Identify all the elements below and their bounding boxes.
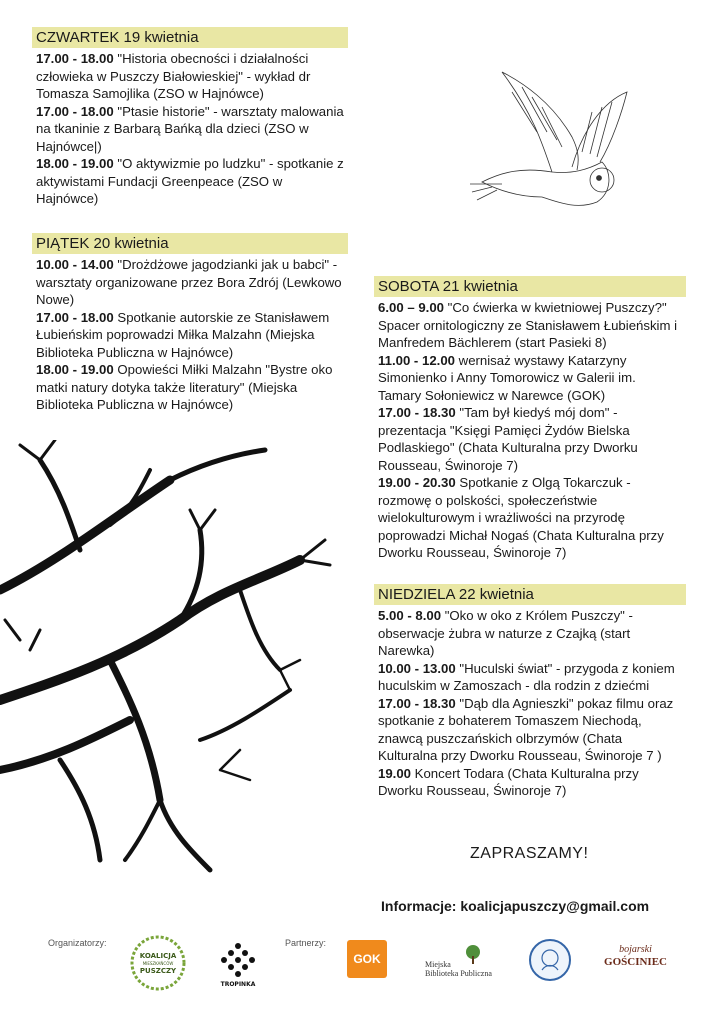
event-item [378,299,682,352]
event-description: wernisaż wystawy Katarzyny Simonienko i Anny Tomorowicz w Galerii im. Tamary Sołoniewicz w Narewce (GOK) [378,352,636,403]
event-item [378,607,682,660]
invitation-heading: ZAPRASZAMY! [470,845,589,862]
event-description: "Huculski świat" - przygoda z koniem huculskim w Zamoszach - dla rodzin z dziećmi [378,660,675,693]
day-friday [32,233,348,414]
round-badge-logo [528,938,572,982]
owl-illustration [462,52,632,222]
day-header: SOBOTA 21 kwietnia [374,276,686,297]
event-description: "O aktywizmie po ludzku" - spotkanie z aktywistami Fundacji Greenpeace (ZSO w Hajnówce) [36,156,344,206]
event-description: "Dąb dla Agnieszki" pokaz filmu oraz spotkanie z bohaterem Tomaszem Niechodą, znawcą puszczańskich olbrzymów (Chata Kulturalna przy Dworku Rousseau, Świnoroje 7 ) [378,695,674,763]
day-header: CZWARTEK 19 kwietnia [32,27,348,48]
event-item [378,695,682,765]
tropinka-logo [215,940,261,992]
event-time: 17.00 - 18.30 [378,405,456,420]
koalicja-line3: PUSZCZY [139,967,177,975]
event-description: "Ptasie historie" - warsztaty malowania na tkaninie z Barbarą Bańką dla dzieci (ZSO w Hajnówce|) [36,103,344,154]
day-header: PIĄTEK 20 kwietnia [32,233,348,254]
contact-email[interactable]: koalicjapuszczy@gmail.com [460,898,650,914]
mbp-logo [425,944,505,984]
event-time: 17.00 - 18.00 [36,103,114,119]
event-item [378,474,682,562]
gok-text: GOK [353,952,381,966]
event-item [36,256,344,309]
tree-branch-illustration [0,440,340,890]
mbp-line1: Miejska [425,960,451,969]
organizers-label: Organizatorzy: [48,938,107,948]
koalicja-line1: KOALICJA [139,952,177,960]
event-item [36,155,344,208]
event-description: "Co ćwierka w kwietniowej Puszczy?" Spacer ornitologiczny ze Stanisławem Łubieńskim i Manfredem Bächlerem (start Pasieki 8) [378,300,678,350]
event-item [378,404,682,474]
day-saturday [374,276,686,562]
event-description: "Oko w oko z Królem Puszczy" - obserwacje żubra w naturze z Czajką (start Narewka) [378,608,633,658]
event-item [378,660,682,695]
event-description: Spotkanie z Olgą Tokarczuk - rozmowę o polskości, społeczeństwie wielokulturowym i wrażliwości na przyrodę poprowadzi Michał Nogaś (Chata Kulturalna przy Dworku Rousseau, Świnoroje 7) [378,475,664,560]
event-description: "Drożdżowe jagodzianki jak u babci" - warsztaty organizowane przez Bora Zdrój (Lewkowo Nowe) [36,257,342,307]
koalicja-logo [130,935,186,991]
event-time: 11.00 - 12.00 [378,352,455,368]
event-description: Spotkanie autorskie ze Stanisławem Łubieńskim poprowadzi Miłka Malzahn (Miejska Biblioteka Publiczna w Hajnówce) [36,309,330,360]
event-time: 17.00 - 18.00 [36,51,114,66]
event-time: 6.00 – 9.00 [378,300,444,315]
event-time: 17.00 - 18.00 [36,309,114,325]
mbp-line2: Biblioteka Publiczna [425,969,492,978]
event-description: "Historia obecności i działalności człowieka w Puszczy Białowieskiej" - wykład dr Tomasza Samojlika (ZSO w Hajnówce) [36,51,311,101]
event-time: 17.00 - 18.30 [378,695,456,711]
event-item [36,361,344,414]
event-description: Opowieści Miłki Malzahn "Bystre oko matki natury dotyka także literatury" (Miejska Biblioteka Publiczna w Hajnówce) [36,362,333,412]
event-description: Koncert Todara (Chata Kulturalna przy Dworku Rousseau, Świnoroje 7) [378,765,639,798]
bojarski-line1: bojarski [619,944,652,955]
event-item [378,352,682,405]
event-time: 10.00 - 13.00 [378,660,456,676]
contact-label: Informacje: [381,898,457,914]
day-sunday [374,584,686,800]
contact-info [381,898,649,914]
event-description: "Tam był kiedyś mój dom" - prezentacja "Księgi Pamięci Żydów Bielska Podlaskiego" (Chata Kulturalna przy Dworku Rousseau, Świnoroje 7) [378,405,638,473]
event-time: 18.00 - 19.00 [36,156,114,171]
event-time: 19.00 [378,765,412,781]
day-header: NIEDZIELA 22 kwietnia [374,584,686,605]
event-time: 19.00 - 20.30 [378,475,456,490]
event-item [36,103,344,156]
koalicja-line2: MIESZKAŃCÓW [142,961,174,966]
event-time: 10.00 - 14.00 [36,257,114,272]
day-thursday [32,27,348,208]
event-item [378,765,682,800]
gok-logo [347,940,387,978]
event-time: 18.00 - 19.00 [36,362,114,377]
event-time: 5.00 - 8.00 [378,608,442,623]
tropinka-text: TROPINKA [220,981,256,988]
event-item [36,50,344,103]
partners-label: Partnerzy: [285,938,327,948]
event-item [36,309,344,362]
bojarski-line2: GOŚCINIEC [604,956,667,968]
bojarski-logo [598,944,673,980]
